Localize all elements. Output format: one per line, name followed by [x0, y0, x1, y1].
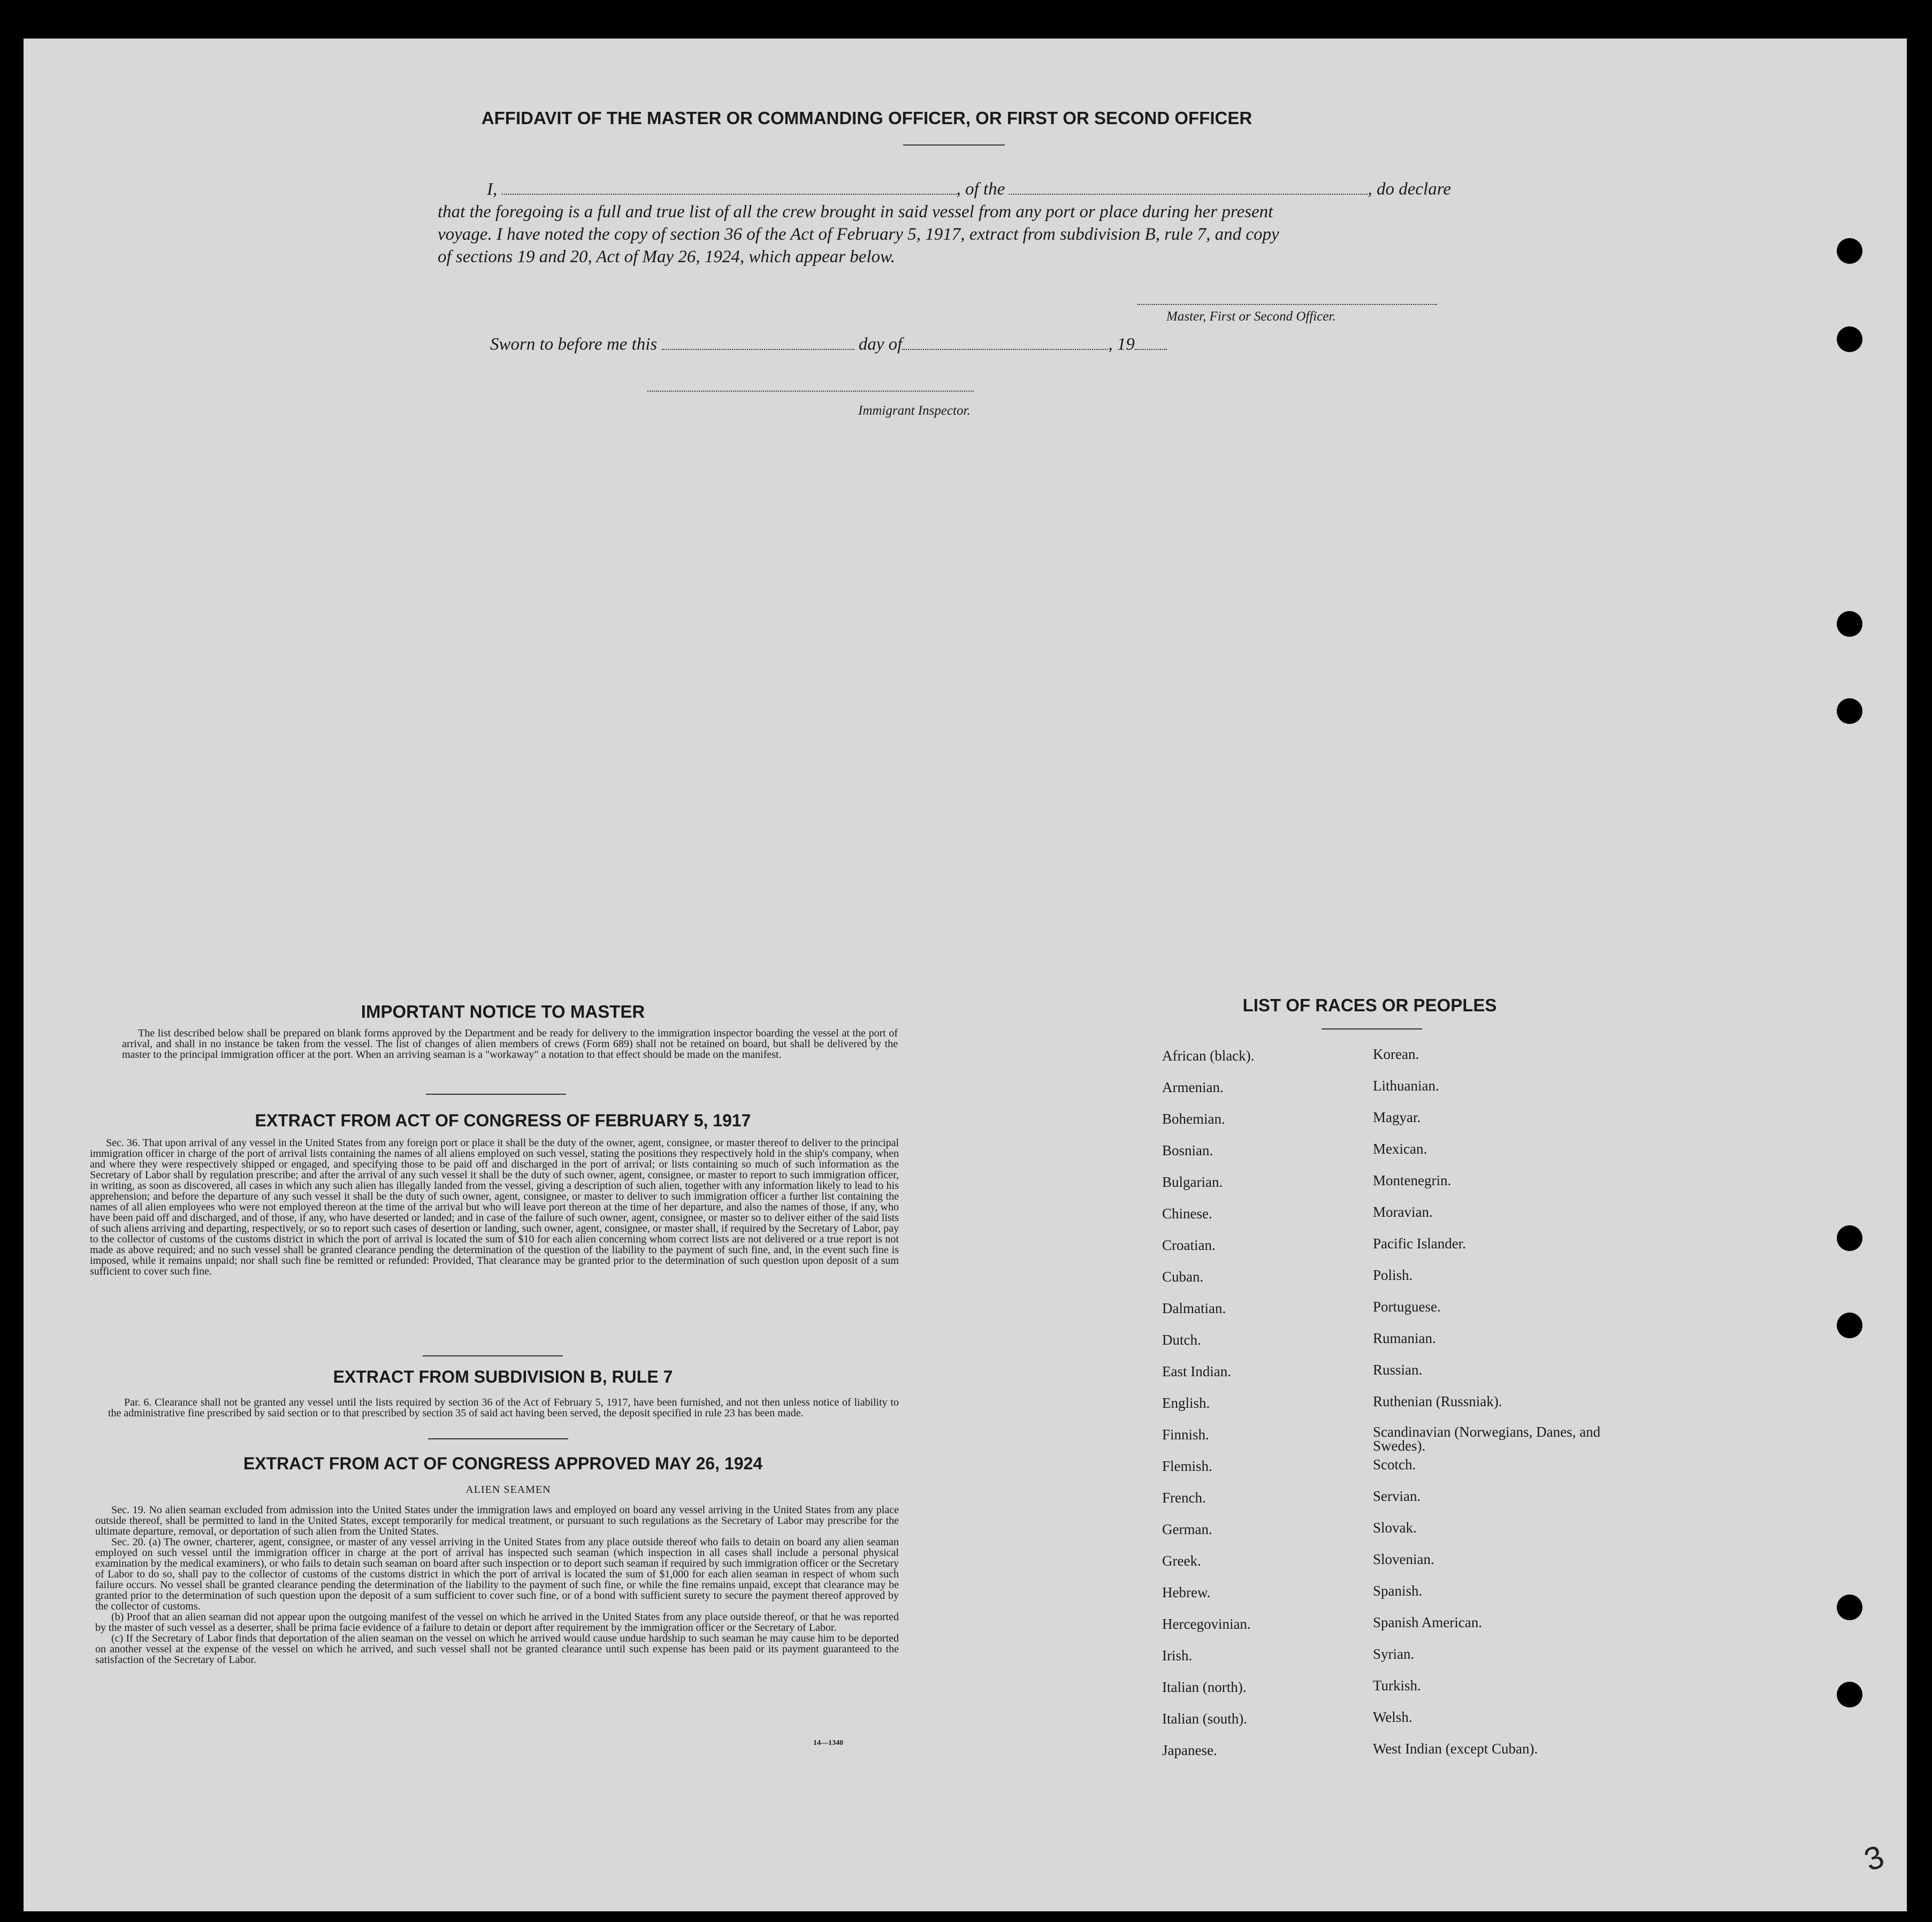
- race-item: Montenegrin.: [1373, 1172, 1452, 1188]
- declaration-of: , of the: [956, 179, 1005, 199]
- punch-hole: [1837, 611, 1862, 637]
- punch-hole: [1837, 698, 1862, 724]
- race-item: Spanish American.: [1373, 1614, 1482, 1630]
- race-item: Russian.: [1373, 1362, 1423, 1378]
- races-title: LIST OF RACES OR PEOPLES: [1242, 995, 1497, 1015]
- race-item: Slovenian.: [1373, 1551, 1434, 1567]
- punch-hole: [1837, 1682, 1862, 1707]
- notice-title: IMPORTANT NOTICE TO MASTER: [361, 1002, 645, 1021]
- sworn-day-of: day of: [858, 334, 903, 354]
- divider: [903, 144, 1005, 146]
- alien-seamen-subtitle: ALIEN SEAMEN: [465, 1484, 551, 1496]
- divider: [423, 1355, 563, 1356]
- race-item: Irish.: [1162, 1648, 1193, 1664]
- race-item: Moravian.: [1373, 1204, 1433, 1220]
- race-item: Portuguese.: [1373, 1299, 1441, 1315]
- race-item: Bohemian.: [1162, 1111, 1225, 1127]
- race-item: Dalmatian.: [1162, 1300, 1226, 1316]
- race-item: Polish.: [1373, 1267, 1413, 1283]
- race-item: Pacific Islander.: [1373, 1235, 1466, 1252]
- race-item: Bosnian.: [1162, 1142, 1213, 1158]
- handwritten-page-number: 3: [1859, 1838, 1889, 1878]
- race-item: Syrian.: [1373, 1646, 1415, 1662]
- race-item: Mexican.: [1373, 1141, 1427, 1157]
- declaration-line-4: of sections 19 and 20, Act of May 26, 1924, which appear below.: [438, 247, 895, 266]
- race-item: Armenian.: [1162, 1079, 1224, 1095]
- vessel-field[interactable]: [1009, 178, 1368, 195]
- divider: [426, 1094, 566, 1095]
- race-item: Greek.: [1162, 1553, 1201, 1569]
- declaration-line: [438, 178, 1476, 201]
- punch-hole: [1837, 1595, 1862, 1620]
- race-item: Japanese.: [1162, 1742, 1217, 1758]
- race-item: Bulgarian.: [1162, 1174, 1223, 1190]
- sworn-year: , 19: [1108, 334, 1135, 354]
- declaration-i: I,: [487, 179, 498, 199]
- race-item: German.: [1162, 1521, 1212, 1537]
- race-item: Italian (south).: [1162, 1711, 1247, 1727]
- section-20b-text: (b) Proof that an alien seaman did not appear upon the outgoing manifest of the vessel on which he arrived in the United States from any place outside thereof, or that he was reported by the master of such vessel as a deserter, shall be prima facie evidence of a failure to detain or deport after requirement by the immigration officer or the Secretary of Labor.: [95, 1611, 899, 1634]
- race-item: Finnish.: [1162, 1427, 1209, 1443]
- extract-1924-text: [95, 1505, 899, 1665]
- declaration-declare: , do declare: [1368, 179, 1451, 199]
- affidavit-body: [438, 178, 1476, 268]
- race-item: Hercegovinian.: [1162, 1616, 1251, 1632]
- race-item: Scandinavian (Norwegians, Danes, and Swedes).: [1373, 1424, 1601, 1454]
- sworn-line: [490, 333, 1167, 355]
- section-20c-text: (c) If the Secretary of Labor finds that deportation of the alien seaman on the vessel on which he arrived would cause undue hardship to such seaman he may cause him to be deported on another vessel at the expense of the vessel on which he arrived, and such vessel shall not be granted clearance until such expense has been paid or its payment guaranteed to the satisfaction of the Secretary of Labor.: [95, 1633, 899, 1666]
- section-36-text: Sec. 36. That upon arrival of any vessel in the United States from any foreign port or place it shall be the duty of the owner, agent, consignee, or master thereof to deliver to the principal immigration officer in charge of the port of arrival lists containing the names of all aliens employed on such vessel, stating the positions they respectively hold in the ship's company, when and where they were respectively shipped or engaged, and specifying those to be paid off and discharged in the port of arrival; or lists containing so much of such information as the Secretary of Labor shall by regulation prescribe; and after the arrival of any such vessel it shall be the duty of such owner, agent, consignee, or master to report to such immigration officer, in writing, as soon as discovered, all cases in which any such alien has illegally landed from the vessel, giving a description of such alien, together with any information likely to lead to his apprehension; and before the departure of any such vessel it shall be the duty of such owner, agent, consignee, or master to deliver to such immigration officer a further list containing the names of all alien employees who were not employed thereon at the time of the arrival but who will leave port thereon at the time of her departure, and also the names of those, if any, who have been paid off and discharged, and of those, if any, who have deserted or landed; and in case of the failure of such owner, agent, consignee, or master so to deliver either of the said lists of such aliens arriving and departing, respectively, or so to report such cases of desertion or landing, such owner, agent, consignee, or master shall, if required by the Secretary of Labor, pay to the collector of customs of the customs district in which the port of arrival is located the sum of $10 for each alien concerning whom correct lists are not delivered or a true report is not made as above required; and no such vessel shall be granted clearance pending the determination of the question of the liability to the payment of such fine, and, in the event such fine is imposed, while it remains unpaid; nor shall such fine be remitted or refunded: Provided, That clearance may be granted prior to the determination of such question upon deposit of a sum sufficient to cover such fine.: [90, 1137, 899, 1277]
- extract-1917-title: EXTRACT FROM ACT OF CONGRESS OF FEBRUARY 5, 1917: [255, 1111, 751, 1130]
- extract-1924-title: EXTRACT FROM ACT OF CONGRESS APPROVED MAY 26, 1924: [243, 1454, 763, 1473]
- section-19-text: Sec. 19. No alien seaman excluded from admission into the United States under the immigration laws and employed on board any vessel arriving in the United States from any place outside thereof, shall be permitted to land in the United States, except temporarily for medical treatment, or pursuant to such regulations as the Secretary of Labor may prescribe for the ultimate departure, removal, or deportation of such alien from the United States.: [95, 1504, 899, 1537]
- inspector-signature-line[interactable]: [647, 381, 974, 392]
- paragraph-6-text: Par. 6. Clearance shall not be granted any vessel until the lists required by section 36 of the Act of February 5, 1917, have been furnished, and not then unless notice of liability to the administrative fine prescribed by said section or to that prescribed by section 35 of said act having been served, the deposit specified in rule 23 has been made.: [108, 1397, 899, 1419]
- race-item: French.: [1162, 1490, 1206, 1506]
- master-signature-line[interactable]: [1137, 293, 1437, 305]
- divider: [1322, 1028, 1422, 1029]
- race-item: Rumanian.: [1373, 1330, 1436, 1346]
- punch-hole: [1837, 238, 1862, 264]
- race-item: Cuban.: [1162, 1269, 1204, 1285]
- day-field[interactable]: [662, 333, 854, 350]
- declaration-line-3: voyage. I have noted the copy of section 36 of the Act of February 5, 1917, extract from subdivision B, rule 7, and copy: [438, 224, 1279, 244]
- name-field[interactable]: [502, 178, 957, 195]
- races-left-column: [1162, 1048, 1387, 1774]
- extract-1917-text: [90, 1138, 899, 1277]
- inspector-label: Immigrant Inspector.: [858, 403, 971, 418]
- race-item: Dutch.: [1162, 1332, 1201, 1348]
- declaration-line-2: that the foregoing is a full and true list of all the crew brought in said vessel from any port or place during her present: [438, 202, 1273, 222]
- race-item: Spanish.: [1373, 1583, 1423, 1599]
- sworn-label: Sworn to before me this: [490, 334, 658, 354]
- divider: [428, 1438, 568, 1439]
- race-item: African (black).: [1162, 1048, 1255, 1064]
- rule7-text: [108, 1397, 899, 1418]
- race-item: English.: [1162, 1395, 1210, 1411]
- rule7-title: EXTRACT FROM SUBDIVISION B, RULE 7: [333, 1367, 673, 1386]
- races-right-column: [1373, 1046, 1651, 1772]
- race-item: Chinese.: [1162, 1206, 1212, 1222]
- race-item: Croatian.: [1162, 1237, 1216, 1253]
- race-item: West Indian (except Cuban).: [1373, 1741, 1538, 1757]
- month-field[interactable]: [902, 333, 1108, 350]
- race-item: Hebrew.: [1162, 1584, 1211, 1600]
- notice-text: [122, 1028, 898, 1060]
- race-item: Flemish.: [1162, 1458, 1212, 1474]
- race-item: Italian (north).: [1162, 1679, 1247, 1695]
- punch-hole: [1837, 1225, 1862, 1251]
- race-item: Slovak.: [1373, 1520, 1417, 1536]
- notice-body: The list described below shall be prepared on blank forms approved by the Department and be ready for delivery to the immigration inspector boarding the vessel at the port of arrival, and shall in no instance be taken from the vessel. The list of changes of alien members of crews (Form 689) shall not be retained on board, but shall be delivered by the master to the principal immigration officer at the port. When an arriving seaman is a "workaway" a notation to that effect should be made on the manifest.: [122, 1027, 898, 1061]
- punch-hole: [1837, 326, 1862, 352]
- race-item: Welsh.: [1373, 1709, 1412, 1725]
- race-item: Turkish.: [1373, 1677, 1421, 1694]
- punch-hole: [1837, 1313, 1862, 1338]
- master-signature-label: Master, First or Second Officer.: [1166, 309, 1336, 324]
- affidavit-title: AFFIDAVIT OF THE MASTER OR COMMANDING OFFICER, OR FIRST OR SECOND OFFICER: [481, 108, 1253, 128]
- year-field[interactable]: [1135, 333, 1167, 350]
- form-number: 14—1340: [813, 1739, 843, 1747]
- race-item: Scotch.: [1373, 1456, 1416, 1473]
- race-item: Korean.: [1373, 1046, 1419, 1062]
- race-item: Magyar.: [1373, 1109, 1421, 1125]
- race-item: Servian.: [1373, 1488, 1421, 1504]
- race-item: Ruthenian (Russniak).: [1373, 1393, 1502, 1409]
- race-item: Lithuanian.: [1373, 1078, 1439, 1094]
- race-item: East Indian.: [1162, 1363, 1231, 1379]
- section-20a-text: Sec. 20. (a) The owner, charterer, agent, consignee, or master of any vessel arriving in the United States from any place outside thereof who fails to detain on board any alien seaman employed on such vessel until the immigration officer in charge at the port of arrival has inspected such seaman (which inspection in all cases shall include a personal physical examination by the medical examiners), or who fails to detain such seaman on board after such inspection or to deport such seaman if required by such immigration officer or the Secretary of Labor to do so, shall pay to the collector of customs of the customs district in which the port of arrival is located the sum of $1,000 for each alien seaman in respect of whom such failure occurs. No vessel shall be granted clearance pending the determination of the liability to the payment of such fine, or while the fine remains unpaid, except that clearance may be granted prior to the determination of such question upon the deposit of a sum sufficient to cover such fine, or of a bond with sufficient surety to secure the payment thereof approved by the collector of customs.: [95, 1536, 899, 1612]
